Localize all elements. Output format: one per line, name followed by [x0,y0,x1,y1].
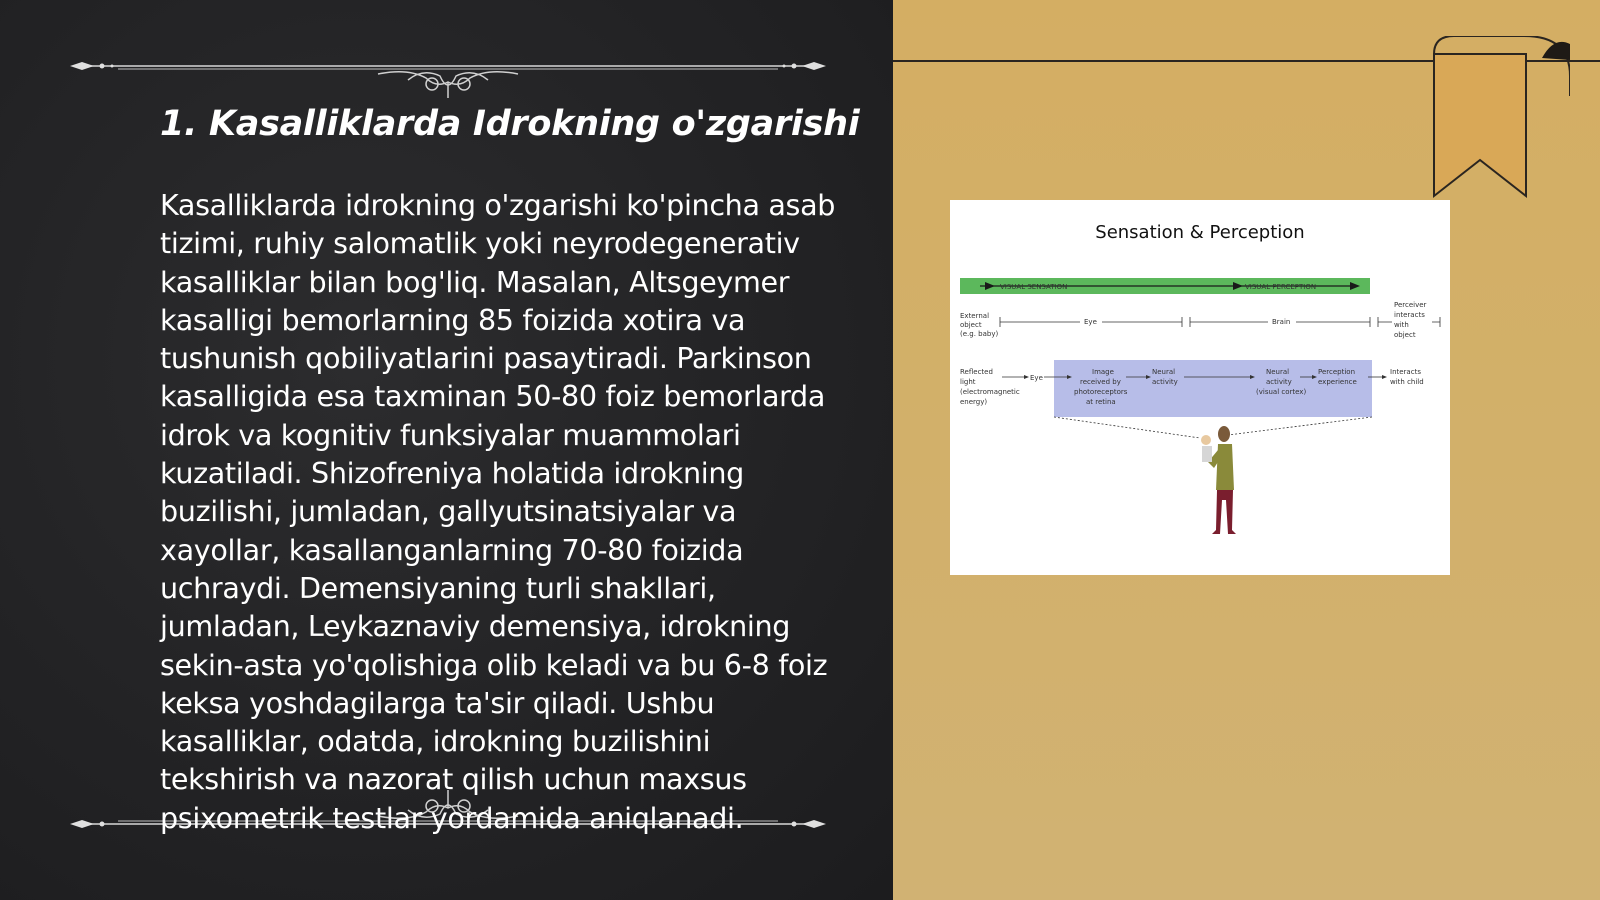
row2-image-line-3: photoreceptors [1074,388,1128,396]
bookmark-ribbon-icon [1420,36,1570,206]
row1-end-line-3: with [1394,321,1409,329]
bar-label-perception: VISUAL PERCEPTION [1245,283,1317,291]
row2-eye: Eye [1030,374,1043,382]
row2-neural1-line-2: activity [1152,378,1178,386]
sensation-perception-figure [950,200,1450,575]
row1-start-line-2: object [960,321,982,329]
row1-end-line-1: Perceiver [1394,301,1427,309]
row2-end-line-1: Interacts [1390,368,1421,376]
row2-image-line-2: received by [1080,378,1121,386]
row1-end-line-2: interacts [1394,311,1425,319]
row2-start-line-2: light [960,378,976,386]
slide-title: 1. Kasalliklarda Idrokning o'zgarishi [160,104,860,144]
person-holding-baby-icon [1201,426,1236,534]
row2-neural2-line-3: (visual cortex) [1256,388,1307,396]
figure-diagram [950,200,1450,575]
row1-start-line-1: External [960,312,990,320]
row2-image-line-4: at retina [1086,398,1116,406]
row2-neural2-line-2: activity [1266,378,1292,386]
row2-start-line-4: energy) [960,398,988,406]
row1-brain: Brain [1272,318,1291,326]
row2-end-line-2: with child [1390,378,1424,386]
top-ornament-flourish-icon [68,38,828,98]
row2-start-line-3: (electromagnetic [960,388,1020,396]
figure-title: Sensation & Perception [1095,222,1305,243]
row2-start-line-1: Reflected [960,368,993,376]
row1-end-line-4: object [1394,331,1416,339]
row2-neural2-line-1: Neural [1266,368,1290,376]
bar-label-sensation: VISUAL SENSATION [1000,283,1068,291]
row2-image-line-1: Image [1092,368,1114,376]
row2-neural1-line-1: Neural [1152,368,1176,376]
slide-body-text: Kasalliklarda idrokning o'zgarishi ko'pincha asab tizimi, ruhiy salomatlik yoki neyrodegenerativ kasalliklar bilan bog'liq. Masalan, Altsgeymer kasalligi bemorlarning 85 foizida xotira va tushunish qobiliyatlarini pasaytiradi. Parkinson kasalligida esa taxminan 50-80 foiz bemorlarda idrok va kognitiv funksiyalar muammolari kuzatiladi. Shizofreniya holatida idrokning buzilishi, jumladan, gallyutsinatsiyalar va xayollar, kasallanganlarning 70-80 foizida uchraydi. Demensiyaning turli shakllari, jumladan, Leykaznaviy demensiya, idrokning sekin-asta yo'qolishiga olib keladi va bu 6-8 foiz keksa yoshdagilarga ta'sir qiladi. Ushbu kasalliklar, odatda, idrokning buzilishini tekshirish va nazorat qilish uchun maxsus psixometrik testlar yordamida aniqlanadi. [160,188,836,835]
row2-perception-line-1: Perception [1318,368,1356,376]
row2-perception-line-2: experience [1318,378,1357,386]
row1-start-line-3: (e.g. baby) [960,330,999,338]
row1-eye: Eye [1084,318,1097,326]
